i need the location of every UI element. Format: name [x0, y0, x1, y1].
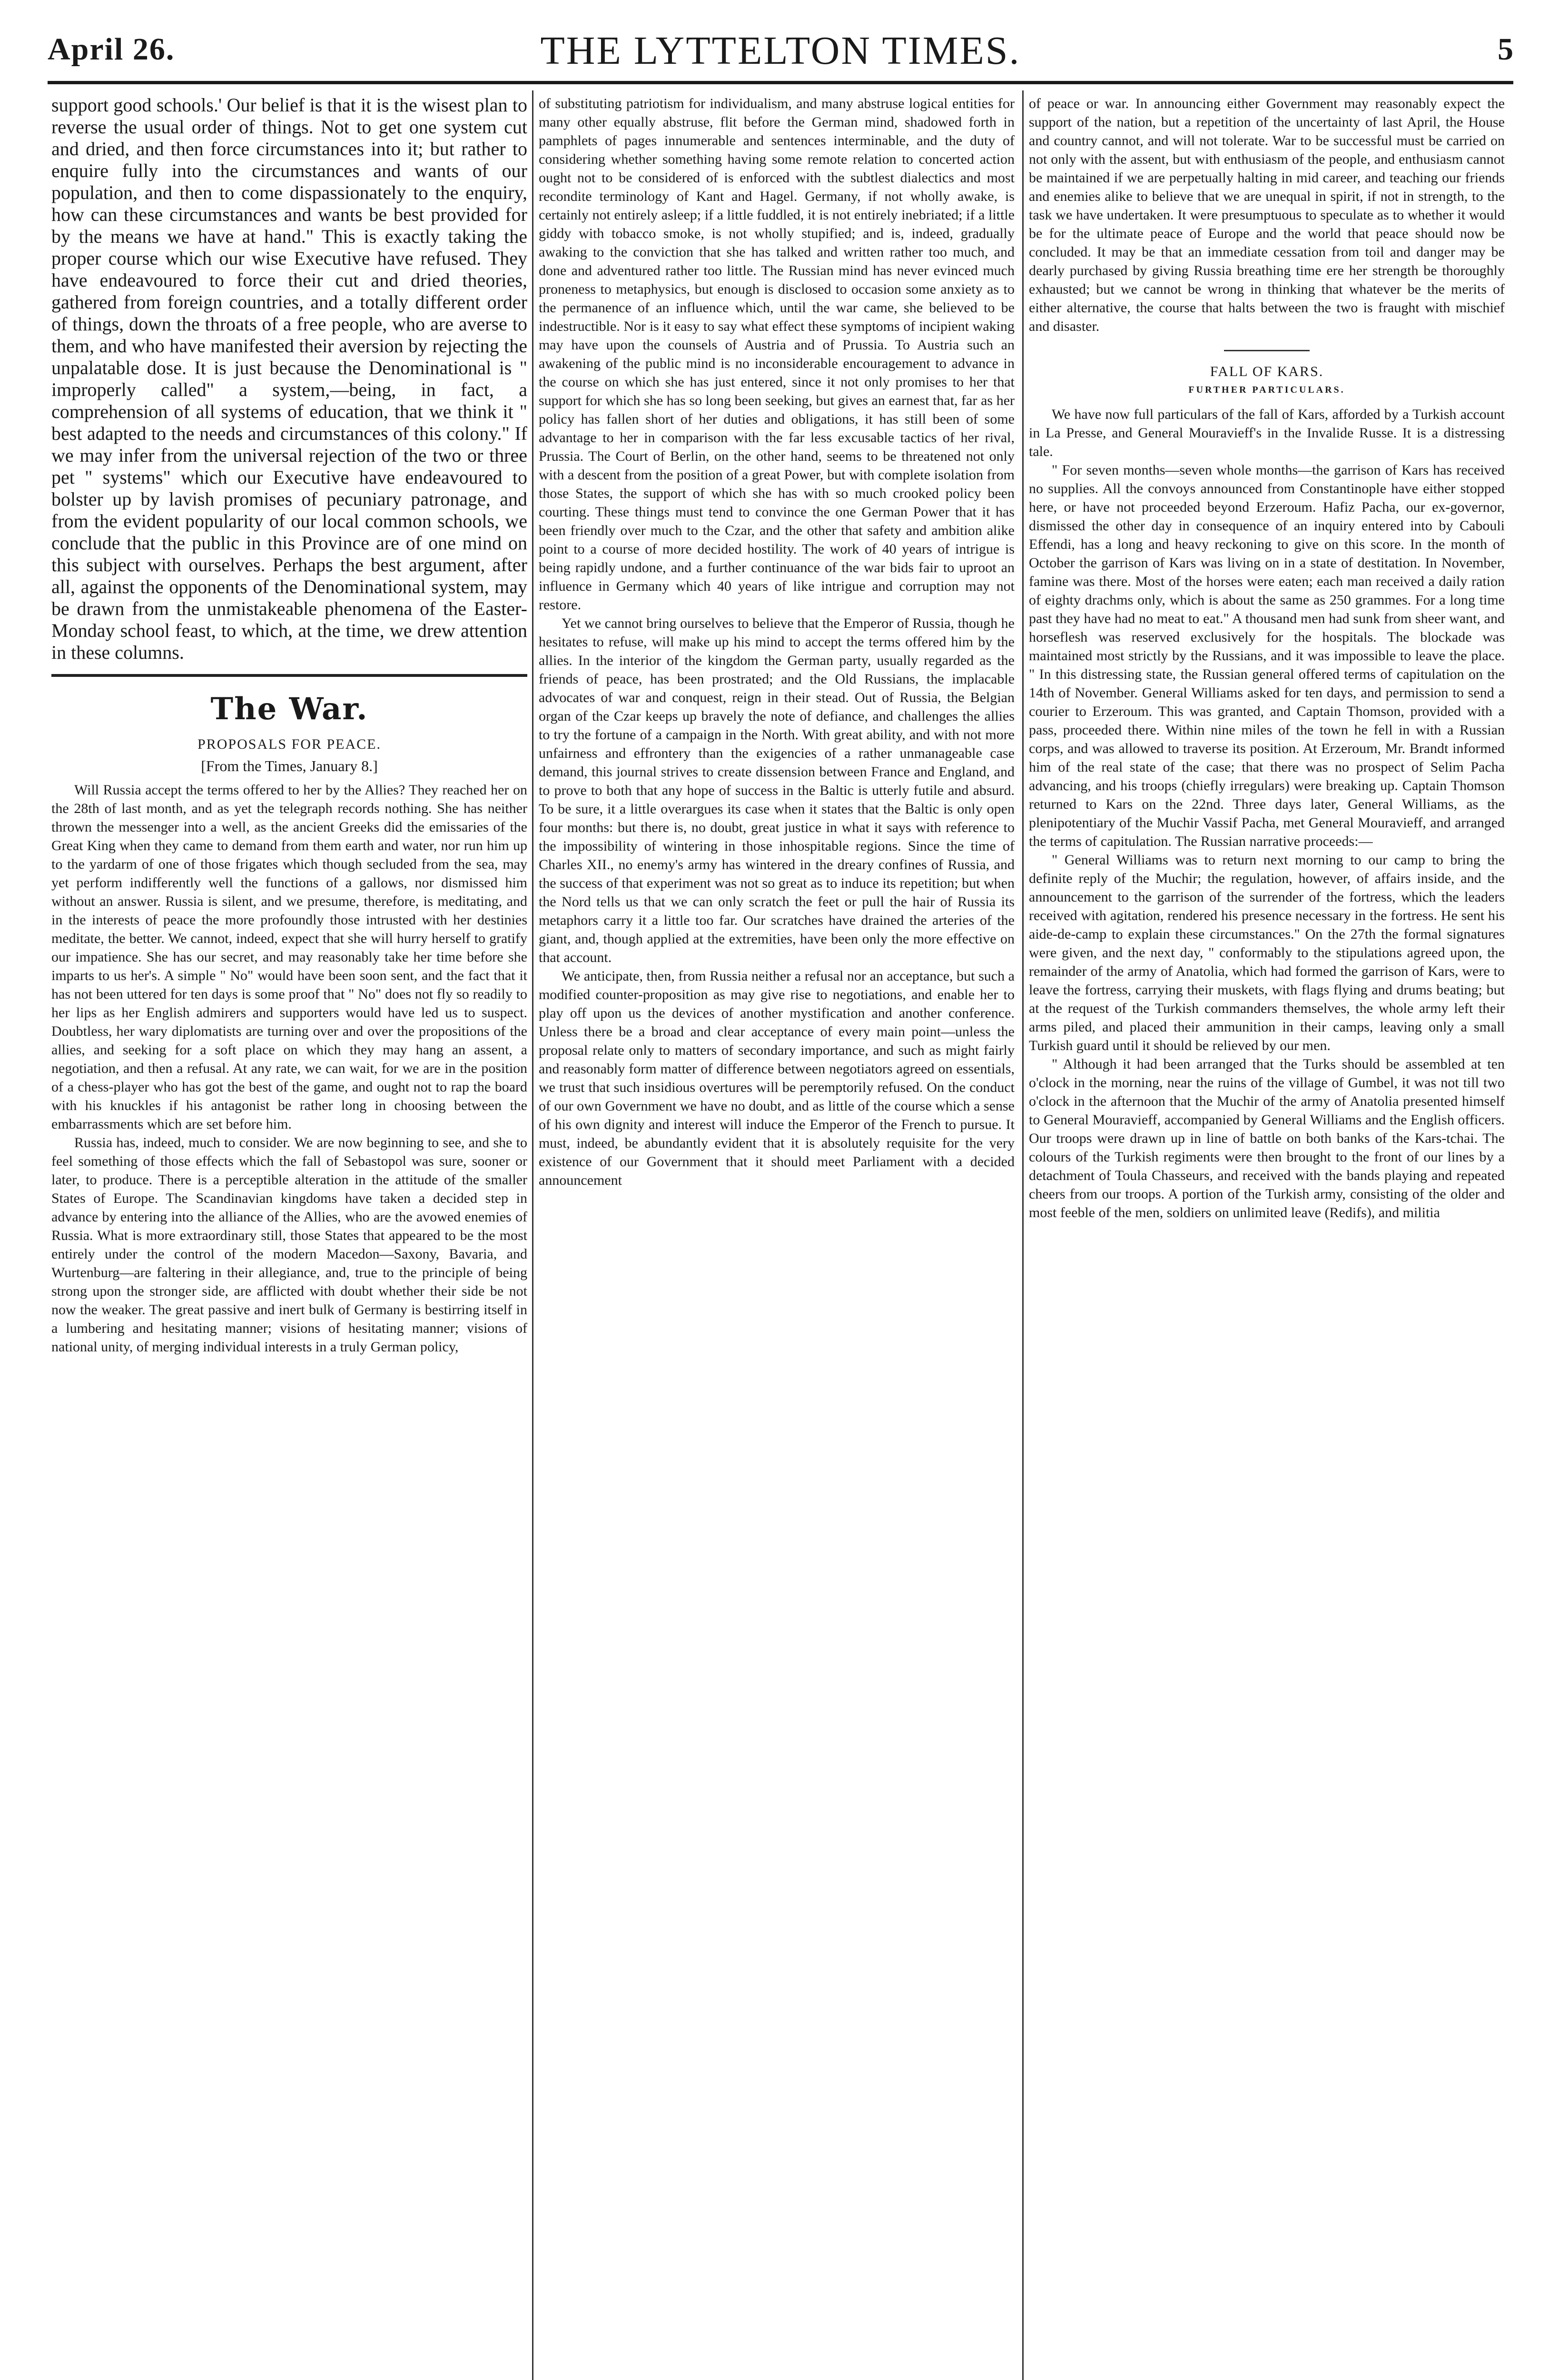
column-3	[1029, 94, 1505, 2380]
article-subheading: FURTHER PARTICULARS.	[1188, 385, 1345, 395]
column-2	[539, 94, 1015, 2380]
issue-date: April 26.	[48, 32, 175, 67]
column-1	[51, 94, 527, 2380]
article-paragraph: We have now full particulars of the fall of Kars, afforded by a Turkish account in La Presse, and General Mouravieff's in the Invalide Russe. It is a distressing tale.	[1029, 407, 1505, 459]
article-paragraph: " For seven months—seven whole months—the garrison of Kars has received no supplies. All the convoys announced from Constantinople have either stopped here, or have not proceeded beyond Erzeroum. Hafiz Pacha, our ex-governor, dismissed the other day in consequence of an inquiry entered into by Cabouli Effendi, has a long and heavy reckoning to give on this score. In the month of October the garrison of Kars was living on in a state of destitation. In November, famine was there. Most of the horses were eaten; each man received a daily ration of eighty drachms only, which is about the same as 250 grammes. For a long time past they have had no meat to eat." A thousand men had sunk from sheer want, and horseflesh was reserved exclusively for the hospitals. The blockade was maintained most strictly by the Russians, and it was impossible to leave the place. " In this distressing state, the Russian general offered terms of capitulation on the 14th of November. General Williams asked for ten days, and permission to send a courier to Erzeroum. This was granted, and Captain Thomson, provided with a pass, proceeded there. Within nine miles of the town he fell in with a Russian corps, and was allowed to traverse its position. At Erzeroum, Mr. Brandt informed him of the real state of the case; that there was no prospect of Selim Pacha advancing, and his troops (chiefly irregulars) were breaking up. Captain Thomson returned to Kars on the 22nd. Three days later, General Williams, as the plenipotentiary of the Muchir Vassif Pacha, met General Mouravieff, and arranged the terms of capitulation. The Russian narrative proceeds:—	[1029, 462, 1505, 849]
article-paragraph: Will Russia accept the terms offered to her by the Allies? They reached her on the 28th of last month, and as yet the telegraph records nothing. She has neither thrown the messenger into a well, as the ancient Greeks did the emissaries of the Great King when they came to demand from them earth and water, nor run him up to the yardarm of one of those frigates which though secluded from the sea, may yet perform indifferently well the functions of a gallows, nor dismissed him without an answer. Russia is silent, and we presume, therefore, is meditating, and in the interests of peace the more profoundly those intrusted with her destinies meditate, the better. We cannot, indeed, expect that she will hurry herself to gratify our impatience. She has our secret, and may reasonably take her time before she imparts to us her's. A simple " No" would have been soon sent, and the fact that it has not been uttered for ten days is some proof that " No" does not fly so readily to her lips as her English admirers and supporters would have led us to suspect. Doubtless, her wary diplomatists are turning over and over the propositions of the allies, and seeking for a soft place on which they may hang an assent, a negotiation, and then a refusal. At any rate, we can wait, for we are in the position of a chess-player who has got the best of the game, and ought not to rap the board with his knuckles if his antagonist be rather long in choosing between the embarrassments which are set before him.	[51, 782, 527, 1132]
article-paragraph: We anticipate, then, from Russia neither a refusal nor an acceptance, but such a modified counter-proposition as may give rise to negotiations, and enable her to play off upon us the devices of another mystification and another conference. Unless there be a broad and clear acceptance of every main point—unless the proposal relate only to matters of secondary importance, and such as might fairly and reasonably form matter of difference between negotiators agreed on essentials, we trust that such insidious overtures will be peremptorily refused. On the conduct of our own Government we have no doubt, and as little of the course which a sense of his own dignity and interest will induce the Emperor of the French to pursue. It must, indeed, be abundantly evident that it is absolutely requisite for the very existence of our Government that it should meet Parliament with a decided announcement	[539, 968, 1015, 1188]
article-paragraph: " Although it had been arranged that the Turks should be assembled at ten o'clock in the morning, near the ruins of the village of Gumbel, it was not till two o'clock in the afternoon that the Muchir of the army of Anatolia presented himself to General Mouravieff, accompanied by General Williams and the English officers. Our troops were drawn up in line of battle on both banks of the Kars-tchai. The colours of the Turkish regiments were then brought to the front of our lines by a detachment of Toula Chasseurs, and received with the bands playing and repeated cheers from our troops. A portion of the Turkish army, consisting of the older and most feeble of the men, soldiers on unlimited leave (Redifs), and militia	[1029, 1056, 1505, 1220]
column-divider	[1022, 90, 1024, 2380]
page-number: 5	[1498, 32, 1513, 67]
article-paragraph: of peace or war. In announcing either Government may reasonably expect the support of the nation, but a repetition of the uncertainty of last April, the House and country cannot, and will not tolerate. War to be successful must be carried on not only with the assent, but with enthusiasm of the people, and enthusiasm cannot be maintained if we are perpetually halting in mid career, and teaching our friends and enemies alike to believe that we are unequal in spirit, if not in strength, to the task we have undertaken. It were presumptuous to speculate as to whether it would be for the ultimate peace of Europe and the world that peace should now be concluded. It may be that an immediate cessation from toil and danger may be dearly purchased by giving Russia breathing time ere her strength be thoroughly exhausted; but we cannot be wrong in thinking that whatever be the merits of either alternative, the course that halts between the two is fraught with mischief and disaster.	[1029, 96, 1505, 334]
column-divider	[532, 90, 533, 2380]
article-heading: FALL OF KARS.	[1210, 364, 1324, 379]
newspaper-title: THE LYTTELTON TIMES.	[540, 29, 1021, 73]
article-source: [From the Times, January 8.]	[201, 757, 378, 774]
article-heading: PROPOSALS FOR PEACE.	[197, 736, 381, 752]
section-heading-the-war: The War.	[210, 691, 368, 727]
article-paragraph: " General Williams was to return next morning to our camp to bring the definite reply of the Muchir; the regulation, however, of affairs inside, and the announcement to the garrison of the surrender of the fortress, which the leaders received with agitation, rendered his presence necessary in the fortress. He sent his aide-de-camp to explain these circumstances." On the 27th the formal signatures were given, and the next day, " conformably to the stipulations agreed upon, the remainder of the army of Anatolia, which had formed the garrison of Kars, were to leave the fortress, carrying their muskets, with flags flying and drums beating; but at the request of the Turkish commanders themselves, the whole army left their arms piled, and placed their ammunition in their camps, leaving only a small Turkish guard until it should be relieved by our men.	[1029, 852, 1505, 1053]
masthead-rule	[48, 81, 1513, 84]
article-divider	[1224, 350, 1310, 351]
section-rule	[51, 674, 527, 677]
education-editorial-paragraph: support good schools.' Our belief is that it is the wisest plan to reverse the usual order of things. Not to get one system cut and dried, and then force circumstances into it; but rather to enquire fully into the circumstances and wants of our population, and then to come dispassionately to the enquiry, how can these circumstances and wants be best provided for by the means we have at hand." This is exactly taking the proper course which our wise Executive have refused. They have endeavoured to force their cut and dried theories, gathered from foreign countries, and a totally different order of things, down the throats of a free people, who are averse to them, and who have manifested their aversion by rejecting the unpalatable dose. It is just because the Denominational is " improperly called" a system,—being, in fact, a comprehension of all systems of education, that we think it " best adapted to the needs and circumstances of this colony." If we may infer from the universal rejection of the two or three pet " systems" which our Executive have endeavoured to bolster up by lavish promises of pecuniary patronage, and from the evident popularity of our local common schools, we conclude that the public in this Province are of one mind on this subject with ourselves. Perhaps the best argument, after all, against the opponents of the Denominational system, may be drawn from the unmistakeable phenomena of the Easter-Monday school feast, to which, at the time, we drew attention in these columns.	[51, 94, 527, 663]
article-paragraph: Russia has, indeed, much to consider. We are now beginning to see, and she to feel something of those effects which the fall of Sebastopol was sure, sooner or later, to produce. There is a perceptible alteration in the attitude of the smaller States of Europe. The Scandinavian kingdoms have taken a decided step in advance by entering into the alliance of the Allies, who are the avowed enemies of Russia. What is more extraordinary still, those States that appeared to be the most entirely under the control of the modern Macedon—Saxony, Bavaria, and Wurtenburg—are faltering in their allegiance, and, true to the principle of being strong upon the stronger side, are afflicted with doubt whether their side be not now the weaker. The great passive and inert bulk of Germany is bestirring itself in a lumbering and hesitating manner; visions of hesitating manner; visions of national unity, of merging individual interests in a truly German policy,	[51, 1135, 527, 1355]
masthead	[48, 28, 1513, 80]
article-paragraph: of substituting patriotism for individualism, and many abstruse logical entities for many other equally abstruse, flit before the German mind, shadowed forth in pamphlets of pages innumerable and sentences interminable, and the duty of considering whether something having some remote relation to concerted action ought not to be considered of is enforced with the subtlest dialectics and most recondite terminology of Kant and Hagel. Germany, if not wholly awake, is certainly not entirely asleep; if a little fuddled, it is not entirely inebriated; if a little giddy with tobacco smoke, is not wholly stupified; and is, indeed, gradually awaking to the conviction that she has talked and written rather too much, and done and adventured rather too little. The Russian mind has never evinced much proneness to metaphysics, but enough is disclosed to occasion some anxiety as to the permanence of an influence which, until the war came, she believed to be indestructible. Nor is it easy to say what effect these symptoms of incipient waking may have upon the counsels of Austria and of Prussia. To Austria such an awakening of the public mind is no inconsiderable encouragement to advance in the course on which she has just entered, since it not only promises to her that support for which she has so long been seeking, but gives an earnest that, far as her policy has fallen short of her duties and obligations, it has still been of some advantage to her in comparison with the far less excusable tactics of her rival, Prussia. The Court of Berlin, on the other hand, seems to be threatened not only with a descent from the position of a great Power, but with complete isolation from those States, the support of which she has with so much crooked policy been courting. These things must tend to convince the one German Power that it has been friendly over much to the Czar, and the other that safety and ambition alike point to a course of more decided hostility. The work of 40 years of intrigue is being rapidly undone, and a further continuance of the war bids fair to uproot an influence in Germany which 40 years of like intrigue and corruption may not restore.	[539, 96, 1015, 613]
article-paragraph: Yet we cannot bring ourselves to believe that the Emperor of Russia, though he hesitates to refuse, will make up his mind to accept the terms offered him by the allies. In the interior of the kingdom the German party, usually regarded as the friends of peace, has been prostrated; and the Old Russians, the implacable advocates of war and conquest, reign in their stead. Out of Russia, the Belgian organ of the Czar keeps up bravely the note of defiance, and challenges the allies to try the fortune of a campaign in the North. With great ability, and with not more unfairness and effrontery than the exigencies of a rather unmanageable case demand, this journal strives to create dissension between France and England, and to prove to both that any hope of success in the Baltic is utterly futile and absurd. To be sure, it a little overargues its case when it states that the Baltic is only open four months: but there is, no doubt, great justice in what it says with reference to the impossibility of wintering in those inhospitable regions. Since the time of Charles XII., no enemy's army has wintered in the dreary confines of Russia, and the success of that experiment was not so great as to induce its repetition; but when the Nord tells us that we can only scratch the feet or pull the hair of Russia its metaphors carry it a little too far. Our scratches have drained the arteries of the giant, and, though applied at the extremities, have been only the more effective on that account.	[539, 615, 1015, 965]
